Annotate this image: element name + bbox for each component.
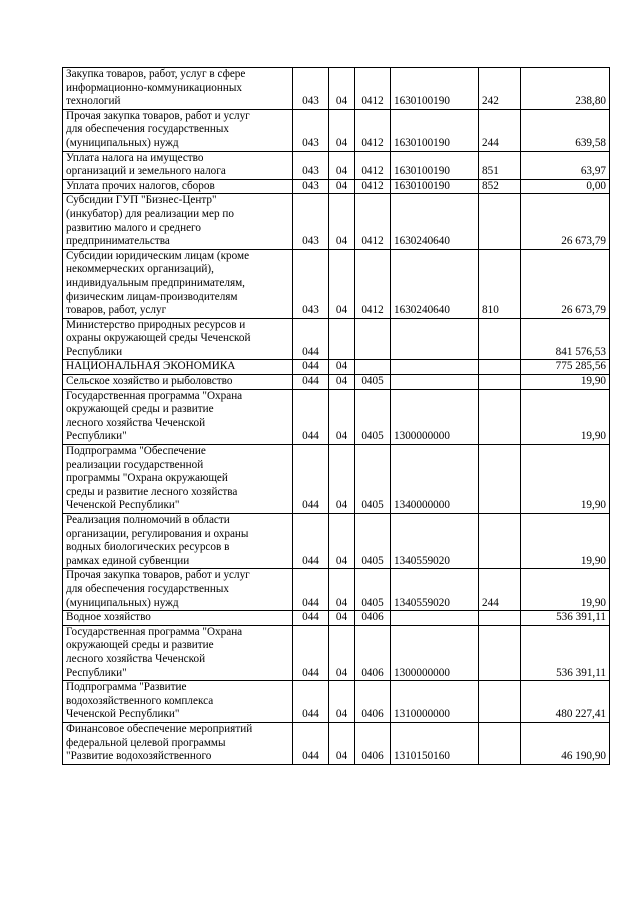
- ministry-code-cell: 044: [293, 681, 329, 723]
- target-article-cell: 1310150160: [391, 722, 479, 764]
- ministry-code-cell: 043: [293, 68, 329, 110]
- expense-type-cell: [479, 194, 521, 249]
- table-row: [63, 360, 610, 375]
- target-article-cell: 1630240640: [391, 249, 479, 318]
- amount-cell: 19,90: [521, 389, 610, 444]
- section-code-cell: 04: [329, 514, 355, 569]
- target-article-cell: 1630100190: [391, 179, 479, 194]
- ministry-code-cell: 044: [293, 318, 329, 360]
- subsection-code-cell: 0412: [355, 68, 391, 110]
- target-article-cell: [391, 318, 479, 360]
- row-name-cell: Прочая закупка товаров, работ и услуг для обеспечения государственных (муниципальных) нужд: [63, 569, 293, 611]
- subsection-code-cell: [355, 318, 391, 360]
- ministry-code-cell: 044: [293, 611, 329, 626]
- subsection-code-cell: 0412: [355, 194, 391, 249]
- table-row: [63, 249, 610, 318]
- expense-type-cell: 810: [479, 249, 521, 318]
- section-code-cell: 04: [329, 194, 355, 249]
- row-name-cell: Сельское хозяйство и рыболовство: [63, 375, 293, 390]
- section-code-cell: 04: [329, 722, 355, 764]
- table-row: [63, 445, 610, 514]
- amount-cell: 639,58: [521, 109, 610, 151]
- amount-cell: 19,90: [521, 569, 610, 611]
- ministry-code-cell: 044: [293, 360, 329, 375]
- table-row: [63, 375, 610, 390]
- target-article-cell: 1630100190: [391, 68, 479, 110]
- section-code-cell: 04: [329, 151, 355, 179]
- amount-cell: 841 576,53: [521, 318, 610, 360]
- amount-cell: 19,90: [521, 514, 610, 569]
- section-code-cell: 04: [329, 109, 355, 151]
- expense-type-cell: [479, 625, 521, 680]
- row-name-cell: Закупка товаров, работ, услуг в сфере информационно-коммуникационных технологий: [63, 68, 293, 110]
- section-code-cell: 04: [329, 360, 355, 375]
- table-row: [63, 179, 610, 194]
- expense-type-cell: 242: [479, 68, 521, 110]
- target-article-cell: 1340000000: [391, 445, 479, 514]
- amount-cell: 480 227,41: [521, 681, 610, 723]
- table-row: [63, 569, 610, 611]
- target-article-cell: [391, 611, 479, 626]
- subsection-code-cell: 0412: [355, 179, 391, 194]
- section-code-cell: 04: [329, 249, 355, 318]
- subsection-code-cell: 0406: [355, 681, 391, 723]
- section-code-cell: 04: [329, 375, 355, 390]
- table-row: [63, 722, 610, 764]
- row-name-cell: Финансовое обеспечение мероприятий федеральной целевой программы "Развитие водохозяйственного: [63, 722, 293, 764]
- ministry-code-cell: 043: [293, 151, 329, 179]
- row-name-cell: Уплата налога на имущество организаций и земельного налога: [63, 151, 293, 179]
- table-row: [63, 318, 610, 360]
- ministry-code-cell: 044: [293, 722, 329, 764]
- ministry-code-cell: 043: [293, 249, 329, 318]
- row-name-cell: Водное хозяйство: [63, 611, 293, 626]
- row-name-cell: Государственная программа "Охрана окружающей среды и развитие лесного хозяйства Чеченской Республики": [63, 389, 293, 444]
- amount-cell: 63,97: [521, 151, 610, 179]
- target-article-cell: 1340559020: [391, 569, 479, 611]
- section-code-cell: 04: [329, 179, 355, 194]
- ministry-code-cell: 044: [293, 514, 329, 569]
- table-row: [63, 68, 610, 110]
- subsection-code-cell: 0412: [355, 109, 391, 151]
- table-row: [63, 151, 610, 179]
- amount-cell: 0,00: [521, 179, 610, 194]
- expense-type-cell: [479, 389, 521, 444]
- amount-cell: 536 391,11: [521, 611, 610, 626]
- subsection-code-cell: 0405: [355, 375, 391, 390]
- row-name-cell: Субсидии юридическим лицам (кроме некоммерческих организаций), индивидуальным предпринимателям, физическим лицам-производителям товаров, работ, услуг: [63, 249, 293, 318]
- table-row: [63, 109, 610, 151]
- amount-cell: 238,80: [521, 68, 610, 110]
- row-name-cell: Подпрограмма "Развитие водохозяйственного комплекса Чеченской Республики": [63, 681, 293, 723]
- ministry-code-cell: 044: [293, 445, 329, 514]
- target-article-cell: 1300000000: [391, 389, 479, 444]
- expense-type-cell: [479, 514, 521, 569]
- row-name-cell: Подпрограмма "Обеспечение реализации государственной программы "Охрана окружающей среды и развитие лесного хозяйства Чеченской Республики": [63, 445, 293, 514]
- ministry-code-cell: 044: [293, 375, 329, 390]
- amount-cell: 775 285,56: [521, 360, 610, 375]
- expense-type-cell: [479, 445, 521, 514]
- section-code-cell: 04: [329, 569, 355, 611]
- target-article-cell: 1340559020: [391, 514, 479, 569]
- ministry-code-cell: 044: [293, 569, 329, 611]
- expense-type-cell: [479, 722, 521, 764]
- expense-type-cell: [479, 360, 521, 375]
- table-body: [63, 68, 610, 765]
- section-code-cell: 04: [329, 611, 355, 626]
- ministry-code-cell: 044: [293, 625, 329, 680]
- subsection-code-cell: 0406: [355, 722, 391, 764]
- row-name-cell: Субсидии ГУП "Бизнес-Центр" (инкубатор) для реализации мер по развитию малого и среднего предпринимательства: [63, 194, 293, 249]
- subsection-code-cell: 0405: [355, 445, 391, 514]
- amount-cell: 536 391,11: [521, 625, 610, 680]
- section-code-cell: 04: [329, 68, 355, 110]
- expense-type-cell: 852: [479, 179, 521, 194]
- expense-type-cell: 244: [479, 109, 521, 151]
- target-article-cell: 1310000000: [391, 681, 479, 723]
- subsection-code-cell: 0406: [355, 611, 391, 626]
- section-code-cell: [329, 318, 355, 360]
- target-article-cell: 1630240640: [391, 194, 479, 249]
- target-article-cell: [391, 375, 479, 390]
- ministry-code-cell: 043: [293, 109, 329, 151]
- ministry-code-cell: 044: [293, 389, 329, 444]
- section-code-cell: 04: [329, 389, 355, 444]
- amount-cell: 46 190,90: [521, 722, 610, 764]
- subsection-code-cell: 0405: [355, 389, 391, 444]
- subsection-code-cell: 0405: [355, 569, 391, 611]
- row-name-cell: Министерство природных ресурсов и охраны окружающей среды Чеченской Республики: [63, 318, 293, 360]
- expense-type-cell: 244: [479, 569, 521, 611]
- amount-cell: 19,90: [521, 445, 610, 514]
- table-row: [63, 389, 610, 444]
- row-name-cell: НАЦИОНАЛЬНАЯ ЭКОНОМИКА: [63, 360, 293, 375]
- section-code-cell: 04: [329, 625, 355, 680]
- ministry-code-cell: 043: [293, 179, 329, 194]
- expense-type-cell: [479, 375, 521, 390]
- subsection-code-cell: 0412: [355, 151, 391, 179]
- row-name-cell: Реализация полномочий в области организации, регулирования и охраны водных биологических ресурсов в рамках единой субвенции: [63, 514, 293, 569]
- expense-type-cell: [479, 611, 521, 626]
- amount-cell: 26 673,79: [521, 249, 610, 318]
- table-row: [63, 625, 610, 680]
- row-name-cell: Прочая закупка товаров, работ и услуг для обеспечения государственных (муниципальных) нужд: [63, 109, 293, 151]
- section-code-cell: 04: [329, 681, 355, 723]
- row-name-cell: Государственная программа "Охрана окружающей среды и развитие лесного хозяйства Чеченской Республики": [63, 625, 293, 680]
- target-article-cell: 1630100190: [391, 109, 479, 151]
- expense-type-cell: [479, 318, 521, 360]
- table-row: [63, 681, 610, 723]
- subsection-code-cell: [355, 360, 391, 375]
- table-row: [63, 514, 610, 569]
- section-code-cell: 04: [329, 445, 355, 514]
- target-article-cell: 1630100190: [391, 151, 479, 179]
- subsection-code-cell: 0405: [355, 514, 391, 569]
- target-article-cell: [391, 360, 479, 375]
- amount-cell: 19,90: [521, 375, 610, 390]
- expense-type-cell: [479, 681, 521, 723]
- budget-table: [62, 67, 610, 765]
- table-row: [63, 611, 610, 626]
- row-name-cell: Уплата прочих налогов, сборов: [63, 179, 293, 194]
- amount-cell: 26 673,79: [521, 194, 610, 249]
- subsection-code-cell: 0412: [355, 249, 391, 318]
- table-row: [63, 194, 610, 249]
- expense-type-cell: 851: [479, 151, 521, 179]
- subsection-code-cell: 0406: [355, 625, 391, 680]
- ministry-code-cell: 043: [293, 194, 329, 249]
- target-article-cell: 1300000000: [391, 625, 479, 680]
